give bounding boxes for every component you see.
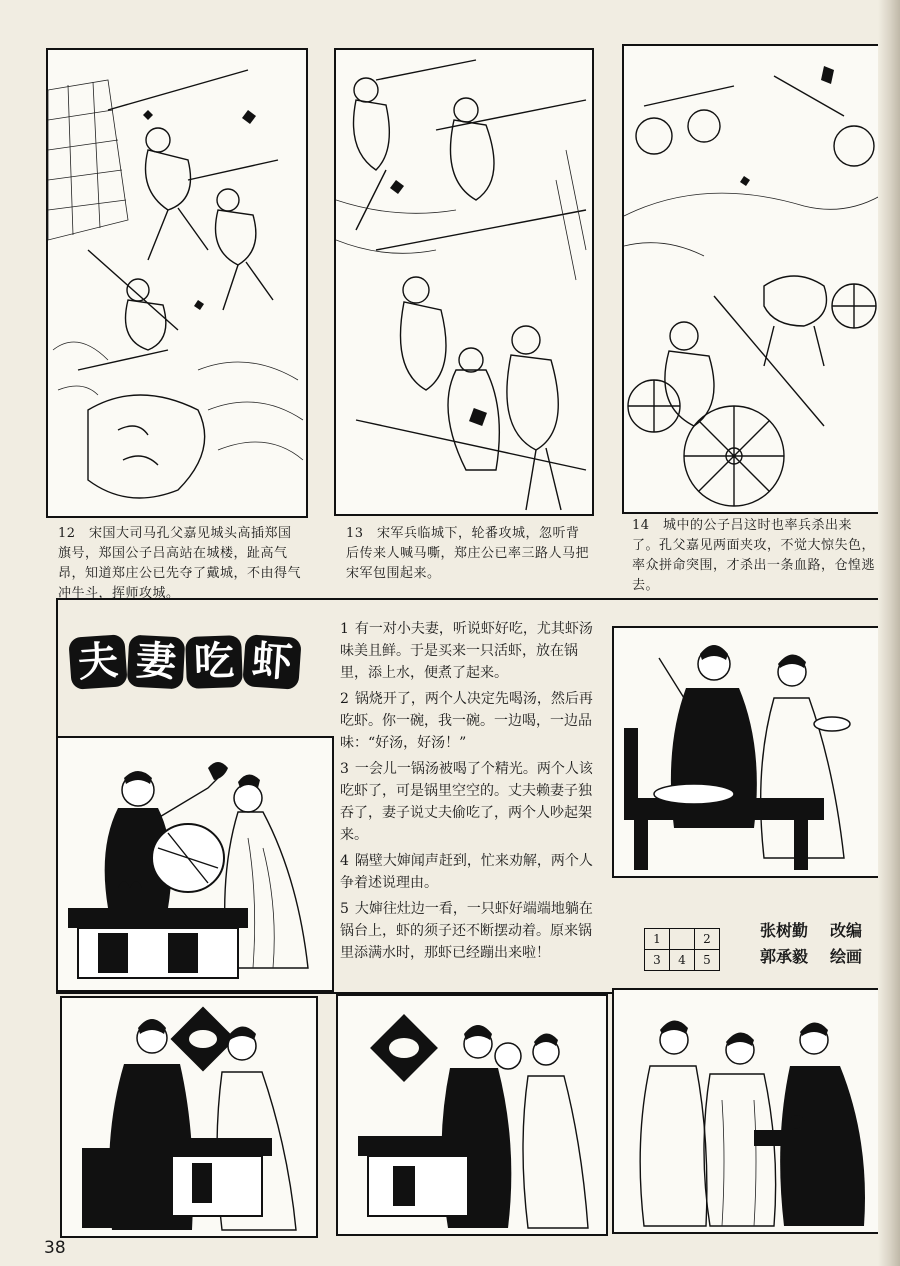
key-cell xyxy=(670,929,695,950)
title-char-3: 吃 xyxy=(185,635,243,689)
story-panel-1 xyxy=(56,736,334,992)
story-panel-5 xyxy=(612,988,888,1234)
key-cell: 4 xyxy=(670,950,695,971)
caption-panel-14: 14 城中的公子吕这时也率兵杀出来了。孔父嘉见两面夹攻，不觉大惊失色，率众拼命突围，才杀出一条血路，仓惶逃去。 xyxy=(632,518,876,593)
caption-panel-13: 13 宋军兵临城下，轮番攻城，忽听背后传来人喊马嘶，郑庄公已率三路人马把宋军包围起来。 xyxy=(346,526,590,581)
chariot-battle-illustration xyxy=(624,46,880,512)
page-number: 38 xyxy=(44,1238,66,1258)
story-text xyxy=(340,618,602,968)
key-cell: 2 xyxy=(695,929,720,950)
story-paragraph-4: 4 隔壁大婶闻声赶到，忙来劝解，两个人争着述说理由。 xyxy=(340,853,593,891)
story-panel-4 xyxy=(336,994,608,1236)
story-paragraph-2: 2 锅烧开了，两个人决定先喝汤，然后再吃虾。你一碗，我一碗。一边喝，一边品味：“好汤，好汤！” xyxy=(340,691,593,751)
key-cell: 3 xyxy=(645,950,670,971)
story-paragraph-5: 5 大婶往灶边一看，一只虾好端端地躺在锅台上，虾的须子还不断摆动着。原来锅里添满水时，那虾已经蹦出来啦！ xyxy=(340,901,593,961)
story-paragraph-1: 1 有一对小夫妻，听说虾好吃，尤其虾汤味美且鲜。于是买来一只活虾，放在锅里，添上水，便煮了起来。 xyxy=(340,621,593,681)
couple-cooking-illustration xyxy=(58,738,332,990)
key-cell: 1 xyxy=(645,929,670,950)
story-panel-3 xyxy=(60,996,318,1238)
comic-panel-14 xyxy=(622,44,882,514)
story-panel-2 xyxy=(612,626,886,878)
key-cell: 5 xyxy=(695,950,720,971)
battle-wall-illustration xyxy=(48,50,306,516)
credit-adapter: 张树勤 改编 xyxy=(760,921,863,940)
caption-panel-12: 12 宋国大司马孔父嘉见城头高插郑国旗号，郑国公子吕高站在城楼，趾高气昂，知道郑庄公已先夺了戴城，不由得气冲牛斗，挥师攻城。 xyxy=(58,526,302,601)
panel-order-key xyxy=(644,928,720,971)
title-char-1: 夫 xyxy=(68,634,127,690)
story-title xyxy=(70,636,300,688)
story-paragraph-3: 3 一会儿一锅汤被喝了个精光。两个人该吃虾了，可是锅里空空的。丈夫赖妻子独吞了，妻子说丈夫偷吃了，两个人吵起架来。 xyxy=(340,761,593,843)
comic-panel-12 xyxy=(46,48,308,518)
credits xyxy=(760,918,862,970)
credit-artist: 郭承毅 绘画 xyxy=(760,947,863,966)
soldiers-attack-illustration xyxy=(336,50,592,514)
neighbor-arrives-illustration xyxy=(338,996,606,1234)
binding-shadow xyxy=(878,0,900,1266)
title-char-4: 虾 xyxy=(242,634,301,690)
couple-drinking-soup-illustration xyxy=(614,628,884,876)
couple-arguing-illustration xyxy=(62,998,316,1236)
comic-panel-13 xyxy=(334,48,594,516)
title-char-2: 妻 xyxy=(127,635,186,690)
shrimp-found-illustration xyxy=(614,990,886,1232)
